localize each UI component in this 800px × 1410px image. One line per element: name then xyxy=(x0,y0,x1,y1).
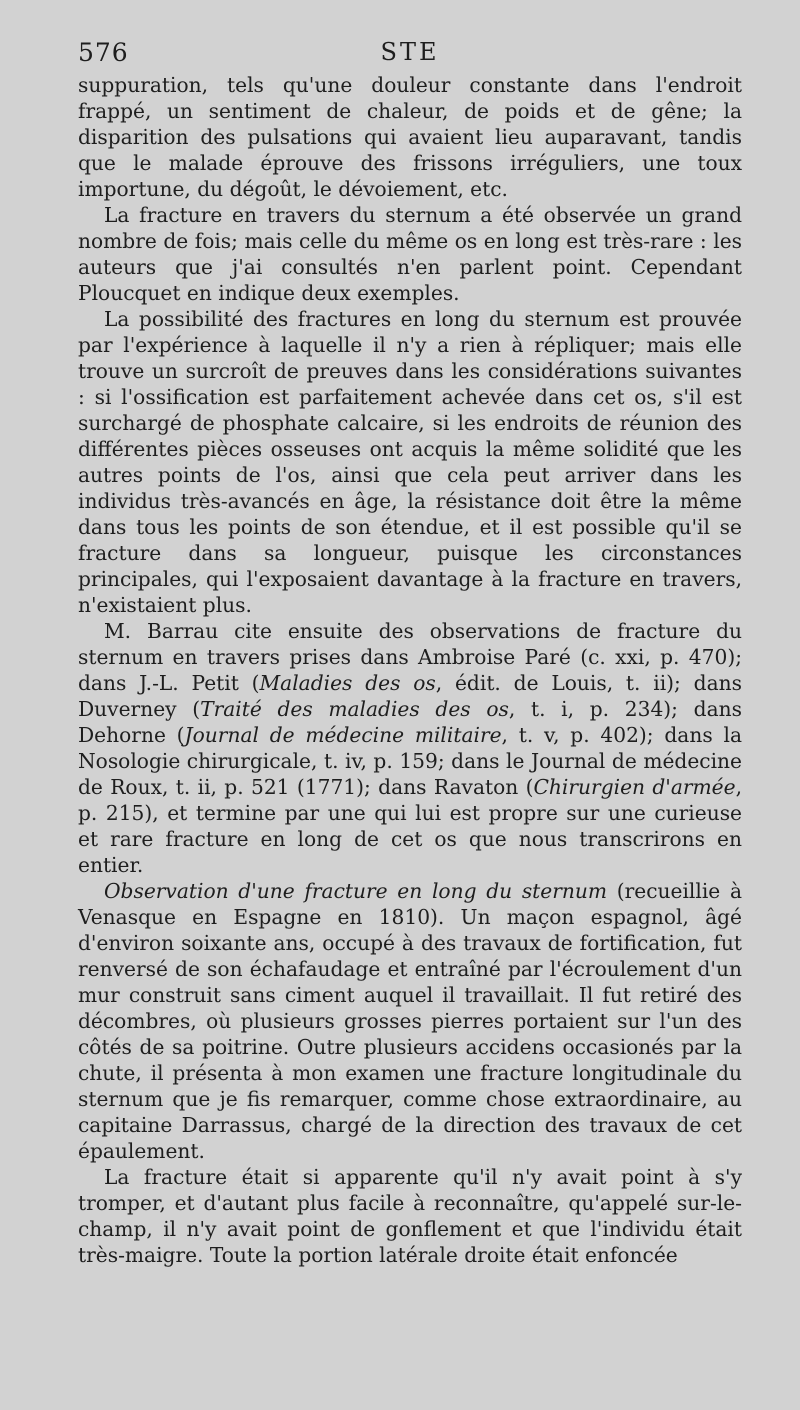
body-text xyxy=(78,72,742,1268)
paragraph-observation-venasque xyxy=(78,878,742,1164)
page-header xyxy=(78,38,742,72)
italic-text: Chirurgien d'armée xyxy=(533,775,736,799)
text-run: , édit. de Louis, t. ii); dans Duverney ( xyxy=(78,671,742,721)
italic-text: Traité des maladies des os xyxy=(200,697,509,721)
text-run: , t. v, p. 402); dans la Nosologie chirurgicale, t. iv, p. 159; dans le Journal de médecine de Roux, t. ii, p. 521 (1771); dans Ravaton ( xyxy=(78,723,742,799)
paragraph-observations-barrau xyxy=(78,618,742,878)
italic-text: Maladies des os xyxy=(259,671,436,695)
paragraph-possibilite-fractures xyxy=(78,306,742,618)
paragraph-fracture-en-travers xyxy=(78,202,742,306)
text-run: M. Barrau cite ensuite des observations de fracture du sternum en travers prises dans Ambroise Paré (c. xxi, p. 470); dans J.-L. Petit ( xyxy=(78,619,742,695)
italic-text: Journal de médecine militaire xyxy=(184,723,502,747)
paragraph-fracture-apparente xyxy=(78,1164,742,1268)
page-number: 576 xyxy=(78,38,129,67)
text-run: La fracture en travers du sternum a été observée un grand nombre de fois; mais celle du même os en long est très-rare : les auteurs que j'ai consultés n'en parlent point. Cependant Ploucquet en indique deux exemples. xyxy=(78,203,742,305)
paragraph-continuation xyxy=(78,72,742,202)
text-run: (recueillie à Venasque en Espagne en 1810). Un maçon espagnol, âgé d'environ soixante ans, occupé à des travaux de fortification, fut renversé de son échafaudage et entraîné par l'écroulement d'un mur construit sans ciment auquel il travaillait. Il fut retiré des décombres, où plusieurs grosses pierres portaient sur l'un des côtés de sa poitrine. Outre plusieurs accidens occasionés par la chute, il présenta à mon examen une fracture longitudinale du sternum que je fis remarquer, comme chose extraordinaire, au capitaine Darrassus, chargé de la direction des travaux de cet épaulement. xyxy=(78,879,742,1163)
italic-text: Observation d'une fracture en long du sternum xyxy=(104,879,608,903)
text-run: La possibilité des fractures en long du sternum est prouvée par l'expérience à laquelle il n'y a rien à répliquer; mais elle trouve un surcroît de preuves dans les considérations suivantes : si l'ossification est parfaitement achevée dans cet os, s'il est surchargé de phosphate calcaire, si les endroits de réunion des différentes pièces osseuses ont acquis la même solidité que les autres points de l'os, ainsi que cela peut arriver dans les individus très-avancés en âge, la résistance doit être la même dans tous les points de son étendue, et il est possible qu'il se fracture dans sa longueur, puisque les circonstances principales, qui l'exposaient davantage à la fracture en travers, n'existaient plus. xyxy=(78,307,742,617)
text-run: , t. i, p. 234); dans Dehorne ( xyxy=(78,697,742,747)
running-head: STE xyxy=(380,38,440,66)
text-run: La fracture était si apparente qu'il n'y avait point à s'y tromper, et d'autant plus facile à reconnaître, qu'appelé sur-le-champ, il n'y avait point de gonflement et que l'individu était très-maigre. Toute la portion latérale droite était enfoncée xyxy=(78,1165,742,1267)
text-run: suppuration, tels qu'une douleur constante dans l'endroit frappé, un sentiment de chaleur, de poids et de gêne; la disparition des pulsations qui avaient lieu auparavant, tandis que le malade éprouve des frissons irréguliers, une toux importune, du dégoût, le dévoiement, etc. xyxy=(78,73,742,201)
text-run: , p. 215), et termine par une qui lui est propre sur une curieuse et rare fracture en long de cet os que nous transcrirons en entier. xyxy=(78,775,742,877)
